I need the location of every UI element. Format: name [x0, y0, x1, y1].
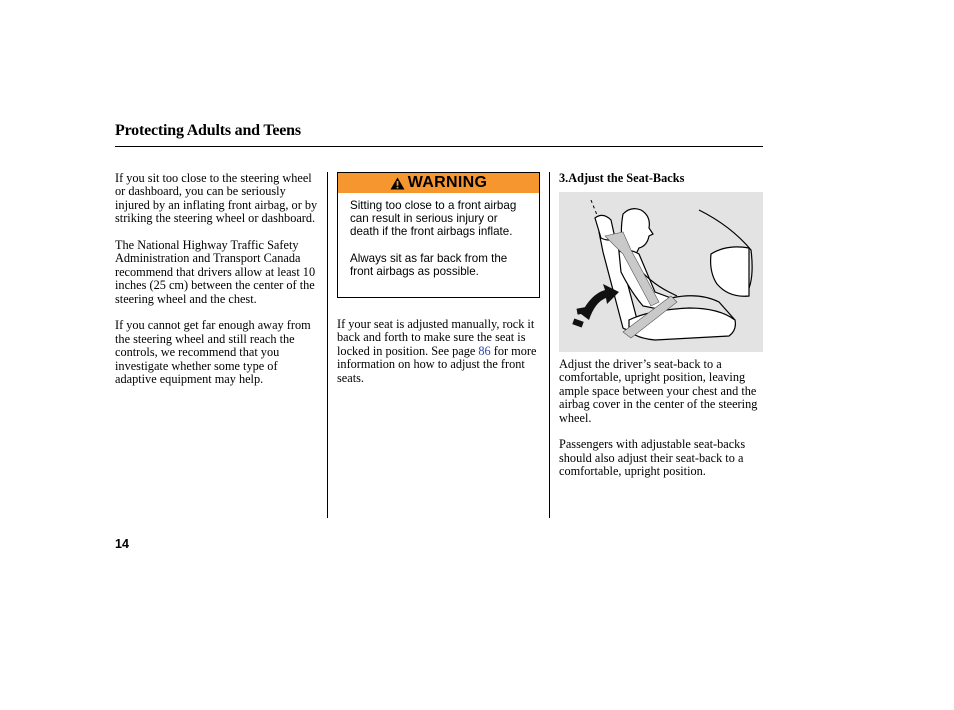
page-title: Protecting Adults and Teens	[115, 122, 301, 139]
column-1	[115, 172, 321, 400]
column-3-body	[559, 358, 763, 492]
column-2-text	[337, 318, 543, 385]
col3-paragraph: Adjust the driver’s seat-back to a comfortable, upright position, leaving ample space between your chest and the airbag cover in the center of the steering wheel.	[559, 357, 758, 425]
warning-text: Always sit as far back from the front airbags as possible.	[350, 251, 508, 278]
header-rule	[115, 146, 763, 147]
col3-paragraph: Passengers with adjustable seat-backs should also adjust their seat-back to a comfortable, upright position.	[559, 437, 746, 479]
warning-text: Sitting too close to a front airbag can result in serious injury or death if the front airbags inflate.	[350, 199, 517, 239]
page-reference-link[interactable]: 86	[478, 343, 491, 358]
column-3	[559, 172, 763, 185]
col1-paragraph: If you sit too close to the steering wheel or dashboard, you can be seriously injured by an inflating front airbag, or by striking the steering wheel or dashboard.	[115, 171, 318, 226]
warning-box	[337, 172, 540, 298]
col2-text-after: for more information on how to adjust the front seats.	[337, 343, 537, 385]
col1-paragraph: If you cannot get far enough away from the steering wheel and still reach the controls, we recommend that you investigate whether some type of adaptive equipment may help.	[115, 318, 311, 387]
warning-header	[338, 173, 539, 193]
sub-heading: 3.Adjust the Seat-Backs	[559, 171, 685, 185]
seat-back-illustration	[559, 192, 763, 352]
col2-paragraph	[337, 318, 543, 385]
seat-back-drawing	[559, 192, 763, 352]
page-number: 14	[115, 537, 129, 551]
warning-label: WARNING	[407, 174, 488, 191]
warning-body	[338, 193, 539, 278]
warning-triangle-icon	[390, 177, 405, 190]
column-divider	[327, 172, 328, 518]
column-divider	[549, 172, 550, 518]
col1-paragraph: The National Highway Traffic Safety Administration and Transport Canada recommend that drivers allow at least 10 inches (25 cm) between the center of the steering wheel and the chest.	[115, 238, 316, 306]
col2-text-before: If your seat is adjusted manually, rock it back and forth to make sure the seat is locked in position. See page	[337, 317, 535, 358]
